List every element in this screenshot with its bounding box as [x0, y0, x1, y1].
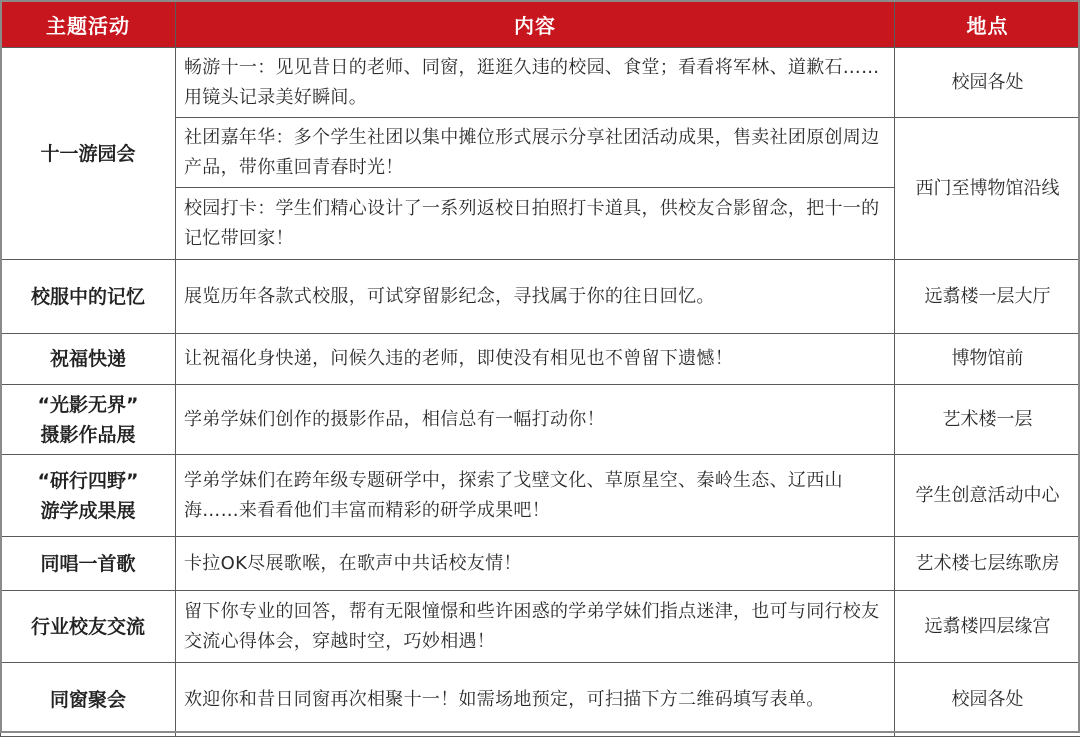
table-row — [1, 385, 1080, 455]
content-cell: 卡拉OK尽展歌喉，在歌声中共话校友情！ — [176, 537, 895, 591]
theme-line-2: 摄影作品展 — [9, 420, 167, 450]
content-cell: 校园打卡：学生们精心设计了一系列返校日拍照打卡道具，供校友合影留念，把十一的记忆带回家！ — [176, 188, 895, 260]
content-cell: 展览历年各款式校服，可试穿留影纪念，寻找属于你的往日回忆。 — [176, 260, 895, 334]
table-row — [1, 260, 1080, 334]
content-cell: 学弟学妹们在跨年级专题研学中，探索了戈壁文化、草原星空、秦岭生态、辽西山海……来看看他们丰富而精彩的研学成果吧！ — [176, 455, 895, 537]
place-cell: 西门至博物馆沿线 — [895, 118, 1080, 260]
content-cell: 让祝福化身快递，问候久违的老师，即使没有相见也不曾留下遗憾！ — [176, 334, 895, 385]
theme-cell: 十一游园会 — [1, 48, 176, 260]
table-row — [1, 334, 1080, 385]
theme-cell: 祝福快递 — [1, 334, 176, 385]
theme-line-1: “研行四野” — [9, 466, 167, 496]
theme-cell: 同唱一首歌 — [1, 537, 176, 591]
content-cell: 畅游十一：见见昔日的老师、同窗，逛逛久违的校园、食堂；看看将军林、道歉石……用镜头记录美好瞬间。 — [176, 48, 895, 118]
place-cell: 校园各处 — [895, 663, 1080, 737]
table-row — [1, 591, 1080, 663]
place-cell: 远翥楼四层缘宫 — [895, 591, 1080, 663]
header-content: 内容 — [176, 1, 895, 48]
place-cell: 艺术楼一层 — [895, 385, 1080, 455]
theme-cell — [1, 385, 176, 455]
theme-cell: 行业校友交流 — [1, 591, 176, 663]
table-row — [1, 663, 1080, 737]
content-cell: 学弟学妹们创作的摄影作品，相信总有一幅打动你！ — [176, 385, 895, 455]
theme-line-2: 游学成果展 — [9, 496, 167, 526]
place-cell: 艺术楼七层练歌房 — [895, 537, 1080, 591]
place-cell: 校园各处 — [895, 48, 1080, 118]
theme-cell: 校服中的记忆 — [1, 260, 176, 334]
content-cell: 社团嘉年华：多个学生社团以集中摊位形式展示分享社团活动成果，售卖社团原创周边产品，带你重回青春时光！ — [176, 118, 895, 188]
table-row — [1, 455, 1080, 537]
theme-line-1: “光影无界” — [9, 390, 167, 420]
content-cell: 欢迎你和昔日同窗再次相聚十一！如需场地预定，可扫描下方二维码填写表单。 — [176, 663, 895, 737]
table-row — [1, 48, 1080, 118]
table-row — [1, 537, 1080, 591]
place-cell: 远翥楼一层大厅 — [895, 260, 1080, 334]
header-place: 地点 — [895, 1, 1080, 48]
table-header-row — [1, 1, 1080, 48]
header-theme: 主题活动 — [1, 1, 176, 48]
place-cell: 学生创意活动中心 — [895, 455, 1080, 537]
place-cell: 博物馆前 — [895, 334, 1080, 385]
theme-cell — [1, 455, 176, 537]
theme-cell: 同窗聚会 — [1, 663, 176, 737]
content-cell: 留下你专业的回答，帮有无限憧憬和些许困惑的学弟学妹们指点迷津，也可与同行校友交流心得体会，穿越时空，巧妙相遇！ — [176, 591, 895, 663]
